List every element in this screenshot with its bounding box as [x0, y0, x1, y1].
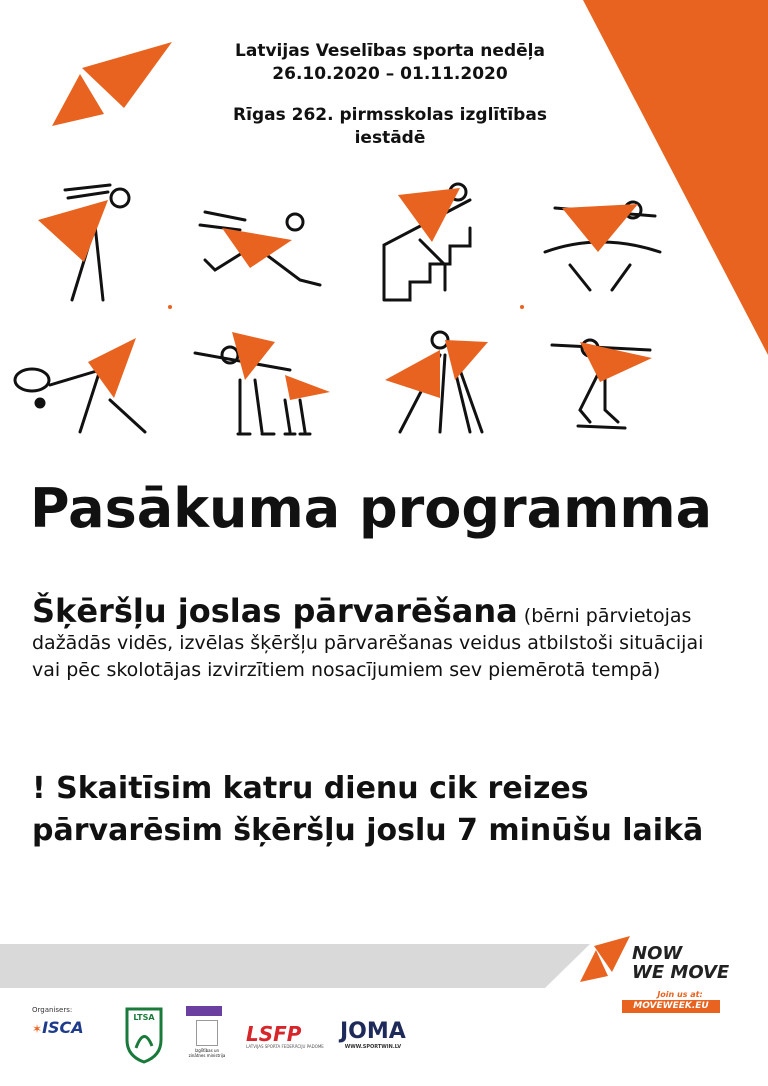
lsfp-logo — [246, 1024, 324, 1049]
footer-band — [0, 944, 590, 988]
moveweek-link[interactable]: MOVEWEEK.EU — [622, 1000, 720, 1013]
ministry-bar — [186, 1006, 222, 1016]
coat-of-arms-icon — [196, 1020, 218, 1046]
activity-illustrations — [0, 170, 768, 470]
event-header — [200, 40, 580, 150]
organisers-label: Organisers: — [32, 1006, 73, 1014]
lsfp-subtext: LATVIJAS SPORTA FEDERĀCIJU PADOME — [246, 1044, 324, 1049]
now-we-move-logo-icon — [52, 38, 178, 130]
joma-subtext: WWW.SPORTWIN.LV — [344, 1044, 402, 1050]
isca-text: ISCA — [42, 1018, 84, 1037]
activity-description — [32, 592, 732, 684]
challenge-line-2: pārvarēsim šķēršļu joslu 7 minūšu laikā — [32, 813, 704, 848]
organization-name: Rīgas 262. pirmsskolas izglītības iestādē — [233, 105, 547, 148]
ltsa-shield-icon — [124, 1006, 164, 1064]
event-dates: 26.10.2020 – 01.11.2020 — [272, 64, 508, 84]
ministry-text: Izglītības un zinātnes ministrija — [188, 1048, 226, 1058]
activity-name: Šķēršļu joslas pārvarēšana — [32, 592, 518, 630]
now-text: NOW — [632, 943, 683, 964]
join-us-label: Join us at: — [657, 990, 703, 999]
challenge-line-1: ! Skaitīsim katru dienu cik reizes — [32, 771, 589, 806]
page-title: Pasākuma programma — [30, 477, 713, 540]
ministry-logo — [186, 1006, 228, 1058]
we-move-text: WE MOVE — [632, 962, 730, 983]
now-we-move-text — [632, 944, 729, 982]
joma-text: JOMA — [340, 1019, 406, 1044]
isca-logo: ✶ISCA — [32, 1018, 84, 1037]
lsfp-text: LSFP — [246, 1022, 302, 1046]
figure-tennis-icon — [15, 369, 145, 432]
activity-details: (bērni pārvietojas dažādās vidēs, izvēlas šķēršļu pārvarēšanas veidus atbilstoši situācijai vai pēc skolotājas izvirzītiem nosacījumiem sev piemērotā tempā) — [32, 605, 704, 681]
ltsa-text: LTSA — [133, 1013, 155, 1022]
challenge-note — [32, 768, 752, 852]
event-title: Latvijas Veselības sporta nedēļa — [235, 41, 545, 61]
joma-logo — [340, 1020, 406, 1050]
